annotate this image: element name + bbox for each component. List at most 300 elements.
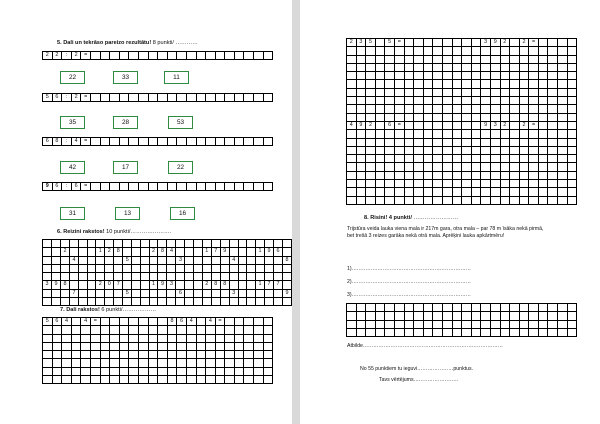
grid-cell[interactable] bbox=[538, 328, 548, 336]
grid-cell[interactable] bbox=[356, 155, 366, 163]
grid-cell[interactable] bbox=[500, 63, 510, 71]
grid-cell[interactable] bbox=[90, 334, 100, 342]
grid-cell[interactable] bbox=[273, 256, 282, 264]
grid-cell[interactable] bbox=[442, 80, 452, 88]
grid-cell[interactable] bbox=[567, 196, 577, 204]
grid-cell[interactable] bbox=[423, 171, 433, 179]
grid-cell[interactable] bbox=[110, 334, 120, 342]
grid-cell[interactable] bbox=[366, 155, 376, 163]
grid-cell[interactable] bbox=[264, 264, 273, 272]
grid-cell[interactable] bbox=[375, 121, 385, 129]
grid-cell[interactable] bbox=[347, 163, 357, 171]
grid-cell[interactable] bbox=[62, 359, 72, 367]
grid-cell[interactable] bbox=[385, 320, 395, 328]
answer-box[interactable]: 16 bbox=[170, 207, 195, 220]
grid-cell[interactable] bbox=[538, 80, 548, 88]
grid-cell[interactable] bbox=[558, 304, 568, 312]
grid-cell[interactable] bbox=[43, 351, 53, 359]
grid-cell[interactable] bbox=[548, 97, 558, 105]
grid-cell[interactable] bbox=[558, 88, 568, 96]
grid-cell[interactable] bbox=[366, 72, 376, 80]
grid-cell[interactable] bbox=[206, 351, 216, 359]
grid-cell[interactable] bbox=[123, 248, 132, 256]
grid-cell[interactable] bbox=[452, 171, 462, 179]
grid-cell[interactable]: 7 bbox=[264, 281, 273, 289]
grid-cell[interactable] bbox=[414, 113, 424, 121]
grid-cell[interactable] bbox=[471, 88, 481, 96]
grid-cell[interactable] bbox=[234, 326, 244, 334]
grid-cell[interactable] bbox=[394, 63, 404, 71]
grid-cell[interactable] bbox=[167, 298, 176, 306]
grid-cell[interactable] bbox=[481, 196, 491, 204]
grid-cell[interactable] bbox=[519, 196, 529, 204]
grid-cell[interactable] bbox=[442, 328, 452, 336]
grid-cell[interactable] bbox=[96, 273, 105, 281]
grid-cell[interactable] bbox=[490, 130, 500, 138]
grid-cell[interactable] bbox=[510, 39, 520, 47]
grid-cell[interactable] bbox=[519, 180, 529, 188]
grid-cell[interactable]: 3 bbox=[229, 289, 238, 297]
grid-cell[interactable]: 9 bbox=[158, 281, 167, 289]
grid-cell[interactable] bbox=[442, 163, 452, 171]
grid-cell[interactable] bbox=[462, 47, 472, 55]
grid-cell[interactable] bbox=[90, 359, 100, 367]
grid-cell[interactable] bbox=[423, 138, 433, 146]
grid-cell[interactable] bbox=[282, 248, 291, 256]
grid-cell[interactable]: 1 bbox=[202, 248, 211, 256]
grid-cell[interactable] bbox=[177, 138, 187, 146]
grid-cell[interactable] bbox=[510, 55, 520, 63]
grid-cell[interactable] bbox=[366, 97, 376, 105]
grid-cell[interactable] bbox=[215, 183, 225, 191]
grid-cell[interactable] bbox=[567, 39, 577, 47]
grid-cell[interactable] bbox=[452, 155, 462, 163]
grid-cell[interactable] bbox=[433, 39, 443, 47]
grid-cell[interactable] bbox=[510, 130, 520, 138]
grid-cell[interactable] bbox=[158, 367, 168, 375]
grid-cell[interactable] bbox=[366, 171, 376, 179]
grid-cell[interactable] bbox=[100, 351, 110, 359]
grid-cell[interactable] bbox=[129, 376, 139, 384]
grid-cell[interactable] bbox=[558, 121, 568, 129]
grid-cell[interactable] bbox=[81, 326, 91, 334]
grid-cell[interactable] bbox=[433, 312, 443, 320]
grid-cell[interactable] bbox=[404, 312, 414, 320]
grid-cell[interactable] bbox=[225, 359, 235, 367]
grid-cell[interactable]: 9 bbox=[282, 289, 291, 297]
grid-cell[interactable]: 6 bbox=[273, 248, 282, 256]
grid-cell[interactable] bbox=[148, 376, 158, 384]
grid-cell[interactable] bbox=[394, 138, 404, 146]
grid-cell[interactable] bbox=[62, 326, 72, 334]
grid-cell[interactable] bbox=[96, 264, 105, 272]
grid-cell[interactable] bbox=[87, 240, 96, 248]
grid-cell[interactable] bbox=[238, 289, 247, 297]
grid-cell[interactable] bbox=[273, 298, 282, 306]
grid-cell[interactable] bbox=[129, 183, 139, 191]
grid-cell[interactable] bbox=[538, 188, 548, 196]
grid-cell[interactable] bbox=[433, 97, 443, 105]
grid-cell[interactable] bbox=[81, 334, 91, 342]
grid-cell[interactable] bbox=[366, 55, 376, 63]
grid-cell[interactable] bbox=[375, 163, 385, 171]
grid-cell[interactable] bbox=[548, 121, 558, 129]
grid-cell[interactable] bbox=[176, 248, 185, 256]
grid-cell[interactable]: 2 bbox=[52, 52, 62, 60]
grid-cell[interactable] bbox=[500, 188, 510, 196]
grid-cell[interactable] bbox=[263, 351, 273, 359]
grid-cell[interactable] bbox=[519, 47, 529, 55]
grid-cell[interactable] bbox=[414, 105, 424, 113]
answer-box[interactable]: 53 bbox=[168, 116, 193, 129]
grid-cell[interactable] bbox=[385, 171, 395, 179]
grid-cell[interactable] bbox=[519, 312, 529, 320]
grid-cell[interactable] bbox=[43, 298, 52, 306]
grid-cell[interactable] bbox=[229, 240, 238, 248]
grid-cell[interactable] bbox=[375, 171, 385, 179]
grid-cell[interactable] bbox=[423, 72, 433, 80]
grid-cell[interactable] bbox=[433, 63, 443, 71]
grid-cell[interactable] bbox=[234, 376, 244, 384]
grid-cell[interactable] bbox=[423, 121, 433, 129]
grid-cell[interactable] bbox=[529, 113, 539, 121]
grid-cell[interactable] bbox=[194, 256, 203, 264]
grid-cell[interactable] bbox=[423, 47, 433, 55]
grid-cell[interactable] bbox=[140, 289, 149, 297]
grid-cell[interactable] bbox=[71, 367, 81, 375]
grid-cell[interactable] bbox=[366, 105, 376, 113]
grid-cell[interactable] bbox=[194, 240, 203, 248]
grid-cell[interactable] bbox=[263, 318, 273, 326]
grid-cell[interactable] bbox=[462, 180, 472, 188]
grid-cell[interactable] bbox=[177, 351, 187, 359]
grid-cell[interactable] bbox=[462, 72, 472, 80]
grid-cell[interactable] bbox=[234, 351, 244, 359]
grid-cell[interactable] bbox=[129, 367, 139, 375]
grid-cell[interactable] bbox=[567, 121, 577, 129]
grid-cell[interactable] bbox=[558, 105, 568, 113]
grid-cell[interactable] bbox=[442, 63, 452, 71]
grid-cell[interactable] bbox=[471, 312, 481, 320]
grid-cell[interactable] bbox=[462, 88, 472, 96]
grid-cell[interactable] bbox=[452, 39, 462, 47]
grid-cell[interactable] bbox=[538, 196, 548, 204]
grid-cell[interactable] bbox=[263, 359, 273, 367]
grid-cell[interactable] bbox=[558, 155, 568, 163]
grid-cell[interactable] bbox=[149, 256, 158, 264]
grid-cell[interactable] bbox=[375, 113, 385, 121]
grid-cell[interactable] bbox=[414, 55, 424, 63]
grid-cell[interactable] bbox=[244, 318, 254, 326]
grid-cell[interactable] bbox=[234, 359, 244, 367]
grid-cell[interactable] bbox=[510, 80, 520, 88]
grid-cell[interactable] bbox=[129, 94, 139, 102]
grid-cell[interactable] bbox=[471, 113, 481, 121]
grid-cell[interactable]: 1 bbox=[256, 248, 265, 256]
grid-cell[interactable] bbox=[110, 367, 120, 375]
grid-cell[interactable] bbox=[510, 180, 520, 188]
grid-cell[interactable] bbox=[52, 359, 62, 367]
grid-cell[interactable] bbox=[394, 328, 404, 336]
grid-cell[interactable] bbox=[167, 264, 176, 272]
grid-cell[interactable]: = bbox=[81, 138, 91, 146]
grid-cell[interactable] bbox=[282, 264, 291, 272]
grid-cell[interactable] bbox=[225, 376, 235, 384]
grid-cell[interactable] bbox=[158, 52, 168, 60]
grid-cell[interactable] bbox=[375, 328, 385, 336]
grid-cell[interactable] bbox=[356, 55, 366, 63]
grid-cell[interactable] bbox=[215, 138, 225, 146]
grid-cell[interactable] bbox=[385, 155, 395, 163]
grid-cell[interactable] bbox=[366, 163, 376, 171]
grid-cell[interactable] bbox=[194, 289, 203, 297]
grid-cell[interactable] bbox=[423, 97, 433, 105]
grid-cell[interactable] bbox=[442, 121, 452, 129]
grid-cell[interactable] bbox=[69, 248, 78, 256]
grid-cell[interactable] bbox=[490, 320, 500, 328]
grid-cell[interactable] bbox=[433, 163, 443, 171]
grid-cell[interactable]: 6 bbox=[43, 138, 53, 146]
grid-cell[interactable] bbox=[462, 304, 472, 312]
grid-cell[interactable] bbox=[123, 298, 132, 306]
grid-cell[interactable] bbox=[71, 359, 81, 367]
grid-cell[interactable] bbox=[385, 146, 395, 154]
grid-cell[interactable] bbox=[206, 342, 216, 350]
grid-cell[interactable] bbox=[366, 328, 376, 336]
grid-cell[interactable] bbox=[529, 312, 539, 320]
grid-cell[interactable] bbox=[567, 328, 577, 336]
answer-box[interactable]: 11 bbox=[164, 71, 189, 84]
grid-cell[interactable] bbox=[96, 256, 105, 264]
grid-cell[interactable] bbox=[452, 180, 462, 188]
grid-cell[interactable] bbox=[186, 183, 196, 191]
grid-cell[interactable] bbox=[452, 80, 462, 88]
grid-cell[interactable] bbox=[263, 138, 273, 146]
grid-cell[interactable] bbox=[167, 367, 177, 375]
grid-cell[interactable] bbox=[356, 72, 366, 80]
grid-cell[interactable] bbox=[490, 312, 500, 320]
grid-cell[interactable] bbox=[490, 188, 500, 196]
grid-cell[interactable] bbox=[548, 320, 558, 328]
grid-cell[interactable] bbox=[356, 328, 366, 336]
grid-cell[interactable] bbox=[356, 138, 366, 146]
grid-cell[interactable]: 5 bbox=[43, 94, 53, 102]
grid-cell[interactable] bbox=[567, 304, 577, 312]
grid-cell[interactable] bbox=[87, 248, 96, 256]
grid-cell[interactable]: 6 bbox=[385, 121, 395, 129]
grid-cell[interactable] bbox=[132, 240, 141, 248]
grid-cell[interactable] bbox=[238, 264, 247, 272]
grid-cell[interactable] bbox=[567, 97, 577, 105]
grid-cell[interactable] bbox=[442, 138, 452, 146]
grid-cell[interactable] bbox=[119, 351, 129, 359]
grid-cell[interactable] bbox=[211, 273, 220, 281]
grid-cell[interactable] bbox=[69, 264, 78, 272]
grid-cell[interactable] bbox=[567, 105, 577, 113]
grid-cell[interactable] bbox=[471, 196, 481, 204]
grid-cell[interactable] bbox=[510, 328, 520, 336]
grid-cell[interactable] bbox=[158, 326, 168, 334]
grid-cell[interactable] bbox=[238, 240, 247, 248]
grid-cell[interactable] bbox=[225, 326, 235, 334]
grid-cell[interactable] bbox=[176, 240, 185, 248]
grid-cell[interactable] bbox=[100, 318, 110, 326]
grid-cell[interactable] bbox=[148, 318, 158, 326]
grid-cell[interactable] bbox=[558, 146, 568, 154]
grid-cell[interactable] bbox=[60, 273, 69, 281]
grid-cell[interactable] bbox=[229, 298, 238, 306]
grid-cell[interactable] bbox=[225, 183, 235, 191]
grid-cell[interactable]: 8 bbox=[167, 318, 177, 326]
grid-cell[interactable] bbox=[471, 72, 481, 80]
grid-cell[interactable] bbox=[347, 105, 357, 113]
grid-cell[interactable] bbox=[247, 289, 256, 297]
grid-cell[interactable] bbox=[423, 105, 433, 113]
grid-cell[interactable] bbox=[414, 320, 424, 328]
grid-cell[interactable] bbox=[185, 264, 194, 272]
grid-cell[interactable] bbox=[394, 88, 404, 96]
grid-cell[interactable] bbox=[558, 55, 568, 63]
grid-cell[interactable] bbox=[356, 180, 366, 188]
grid-cell[interactable] bbox=[220, 298, 229, 306]
grid-cell[interactable]: 5 bbox=[43, 318, 53, 326]
grid-cell[interactable] bbox=[548, 130, 558, 138]
grid-cell[interactable] bbox=[385, 63, 395, 71]
grid-cell[interactable] bbox=[510, 72, 520, 80]
grid-cell[interactable] bbox=[394, 47, 404, 55]
grid-cell[interactable] bbox=[452, 320, 462, 328]
grid-cell[interactable]: 9 bbox=[51, 281, 60, 289]
grid-cell[interactable] bbox=[347, 328, 357, 336]
grid-cell[interactable] bbox=[529, 171, 539, 179]
grid-cell[interactable]: 6 bbox=[52, 318, 62, 326]
grid-cell[interactable] bbox=[385, 180, 395, 188]
grid-cell[interactable] bbox=[471, 180, 481, 188]
grid-cell[interactable] bbox=[254, 351, 264, 359]
grid-cell[interactable] bbox=[404, 163, 414, 171]
task6-grid[interactable] bbox=[42, 239, 292, 306]
grid-cell[interactable] bbox=[52, 367, 62, 375]
grid-cell[interactable] bbox=[548, 304, 558, 312]
grid-cell[interactable] bbox=[138, 52, 148, 60]
grid-cell[interactable] bbox=[414, 196, 424, 204]
grid-cell[interactable] bbox=[196, 342, 206, 350]
grid-cell[interactable] bbox=[238, 256, 247, 264]
grid-cell[interactable]: 9 bbox=[356, 121, 366, 129]
grid-cell[interactable] bbox=[356, 188, 366, 196]
grid-cell[interactable] bbox=[481, 138, 491, 146]
grid-cell[interactable]: 8 bbox=[52, 138, 62, 146]
grid-cell[interactable] bbox=[519, 72, 529, 80]
grid-cell[interactable] bbox=[356, 97, 366, 105]
grid-cell[interactable]: 4 bbox=[69, 256, 78, 264]
grid-cell[interactable] bbox=[404, 80, 414, 88]
grid-cell[interactable] bbox=[185, 240, 194, 248]
grid-cell[interactable] bbox=[490, 180, 500, 188]
grid-cell[interactable]: 6 bbox=[71, 183, 81, 191]
grid-cell[interactable]: : bbox=[62, 52, 72, 60]
grid-cell[interactable] bbox=[490, 138, 500, 146]
grid-cell[interactable] bbox=[452, 47, 462, 55]
grid-cell[interactable] bbox=[519, 97, 529, 105]
grid-cell[interactable] bbox=[123, 264, 132, 272]
grid-cell[interactable] bbox=[452, 121, 462, 129]
grid-cell[interactable] bbox=[129, 334, 139, 342]
grid-cell[interactable] bbox=[215, 334, 225, 342]
grid-cell[interactable] bbox=[519, 163, 529, 171]
grid-cell[interactable] bbox=[244, 183, 254, 191]
grid-cell[interactable]: 5 bbox=[123, 256, 132, 264]
grid-cell[interactable] bbox=[366, 130, 376, 138]
grid-cell[interactable] bbox=[442, 72, 452, 80]
grid-cell[interactable] bbox=[132, 289, 141, 297]
grid-cell[interactable] bbox=[500, 105, 510, 113]
grid-cell[interactable] bbox=[158, 94, 168, 102]
grid-cell[interactable] bbox=[414, 72, 424, 80]
grid-cell[interactable] bbox=[366, 138, 376, 146]
grid-cell[interactable] bbox=[567, 47, 577, 55]
grid-cell[interactable] bbox=[442, 196, 452, 204]
grid-cell[interactable] bbox=[244, 376, 254, 384]
grid-cell[interactable] bbox=[132, 298, 141, 306]
grid-cell[interactable] bbox=[366, 312, 376, 320]
grid-cell[interactable] bbox=[404, 97, 414, 105]
grid-cell[interactable] bbox=[254, 367, 264, 375]
grid-cell[interactable] bbox=[215, 326, 225, 334]
grid-cell[interactable] bbox=[282, 240, 291, 248]
grid-cell[interactable] bbox=[404, 47, 414, 55]
grid-cell[interactable] bbox=[52, 376, 62, 384]
grid-cell[interactable] bbox=[500, 320, 510, 328]
grid-cell[interactable] bbox=[385, 97, 395, 105]
grid-cell[interactable] bbox=[138, 342, 148, 350]
grid-cell[interactable] bbox=[282, 273, 291, 281]
grid-cell[interactable] bbox=[273, 240, 282, 248]
grid-cell[interactable] bbox=[519, 63, 529, 71]
grid-cell[interactable] bbox=[529, 146, 539, 154]
grid-cell[interactable] bbox=[158, 351, 168, 359]
grid-cell[interactable] bbox=[185, 281, 194, 289]
grid-cell[interactable] bbox=[558, 196, 568, 204]
grid-cell[interactable] bbox=[167, 240, 176, 248]
grid-cell[interactable] bbox=[529, 55, 539, 63]
grid-cell[interactable] bbox=[62, 351, 72, 359]
grid-cell[interactable] bbox=[60, 264, 69, 272]
grid-cell[interactable] bbox=[254, 334, 264, 342]
grid-cell[interactable] bbox=[404, 155, 414, 163]
grid-cell[interactable] bbox=[519, 80, 529, 88]
grid-cell[interactable] bbox=[548, 80, 558, 88]
grid-cell[interactable] bbox=[433, 155, 443, 163]
grid-cell[interactable] bbox=[81, 367, 91, 375]
grid-cell[interactable] bbox=[215, 94, 225, 102]
grid-cell[interactable]: = bbox=[529, 121, 539, 129]
grid-cell[interactable] bbox=[186, 367, 196, 375]
grid-cell[interactable] bbox=[548, 163, 558, 171]
grid-cell[interactable] bbox=[138, 94, 148, 102]
grid-cell[interactable] bbox=[263, 94, 273, 102]
grid-cell[interactable] bbox=[558, 113, 568, 121]
grid-cell[interactable] bbox=[244, 138, 254, 146]
grid-cell[interactable] bbox=[158, 289, 167, 297]
grid-cell[interactable] bbox=[394, 105, 404, 113]
grid-cell[interactable] bbox=[186, 351, 196, 359]
grid-cell[interactable] bbox=[220, 289, 229, 297]
grid-cell[interactable] bbox=[519, 130, 529, 138]
grid-cell[interactable] bbox=[247, 264, 256, 272]
grid-cell[interactable] bbox=[186, 376, 196, 384]
grid-cell[interactable] bbox=[548, 138, 558, 146]
